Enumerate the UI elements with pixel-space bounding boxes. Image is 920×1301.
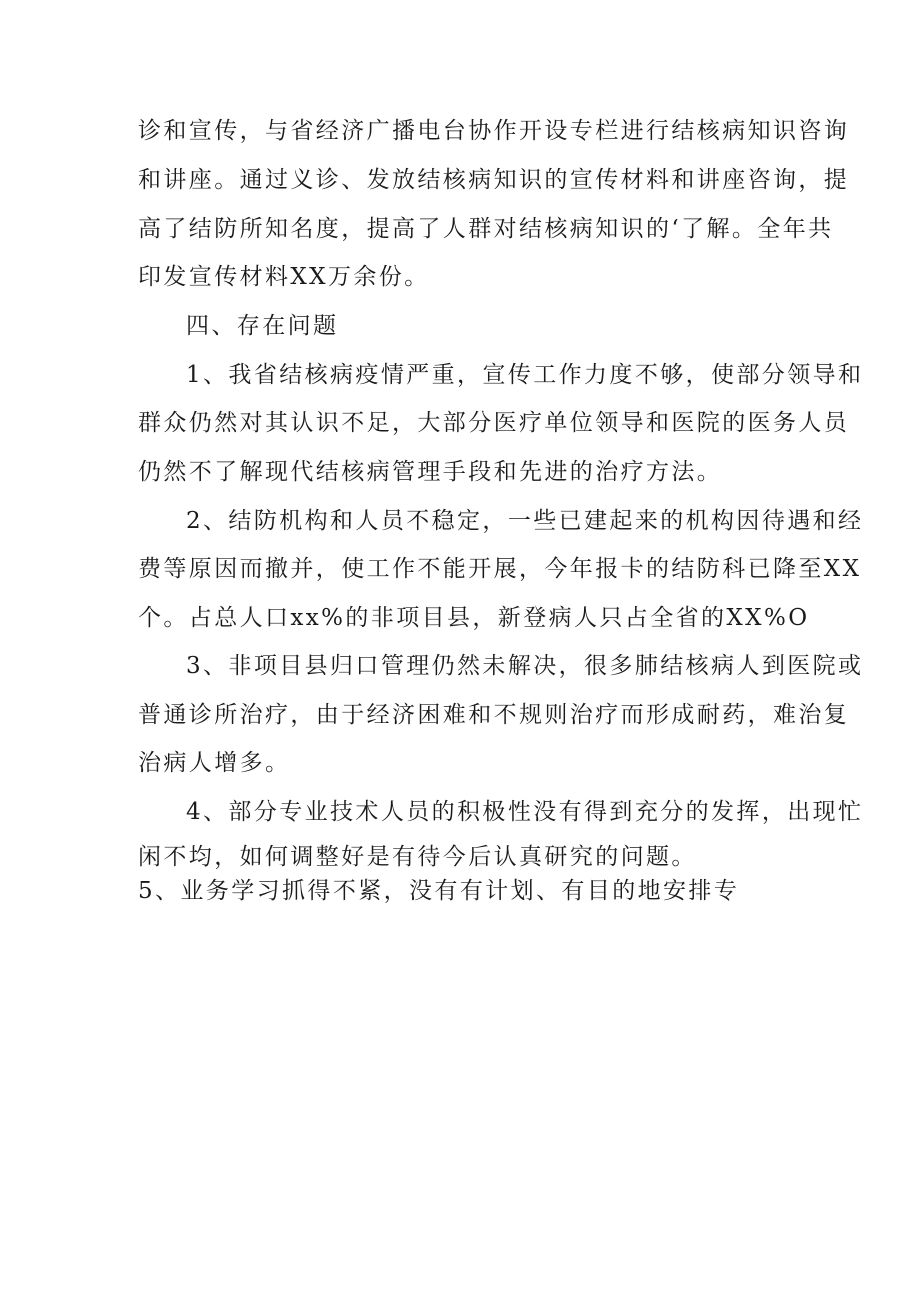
paragraph-start: 1、我省结核病疫情严重，宣传工作力度不够，使部分领导和 <box>186 362 864 388</box>
paragraph-start: 3、非项目县归口管理仍然未解决，很多肺结核病人到医院或 <box>186 653 864 679</box>
text-line: 印发宣传材料XX万余份。 <box>138 264 430 290</box>
text-line: 5、业务学习抓得不紧，没有有计划、有目的地安排专 <box>138 878 740 904</box>
text-line: 仍然不了解现代结核病管理手段和先进的治疗方法。 <box>138 459 723 485</box>
text-line: 和讲座。通过义诊、发放结核病知识的宣传材料和讲座咨询，提 <box>138 167 850 193</box>
paragraph-start: 4、部分专业技术人员的积极性没有得到充分的发挥，出现忙 <box>186 799 864 825</box>
text-line: 闲不均，如何调整好是有待今后认真研究的问题。 <box>138 844 697 870</box>
section-heading: 四、存在问题 <box>186 313 339 339</box>
text-line: 普通诊所治疗，由于经济困难和不规则治疗而形成耐药，难治复 <box>138 702 850 728</box>
text-line: 费等原因而撤并，使工作不能开展，今年报卡的结防科已降至XX <box>138 556 862 582</box>
text-line: 个。占总人口xx%的非项目县，新登病人只占全省的XX%O <box>138 605 810 631</box>
text-line: 高了结防所知名度，提高了人群对结核病知识的‘了解。全年共 <box>138 216 834 242</box>
text-line: 诊和宣传，与省经济广播电台协作开设专栏进行结核病知识咨询 <box>138 118 850 144</box>
text-line: 群众仍然对其认识不足，大部分医疗单位领导和医院的医务人员 <box>138 410 850 436</box>
text-line: 治病人增多。 <box>138 750 291 776</box>
paragraph-start: 2、结防机构和人员不稳定，一些已建起来的机构因待遇和经 <box>186 508 864 534</box>
